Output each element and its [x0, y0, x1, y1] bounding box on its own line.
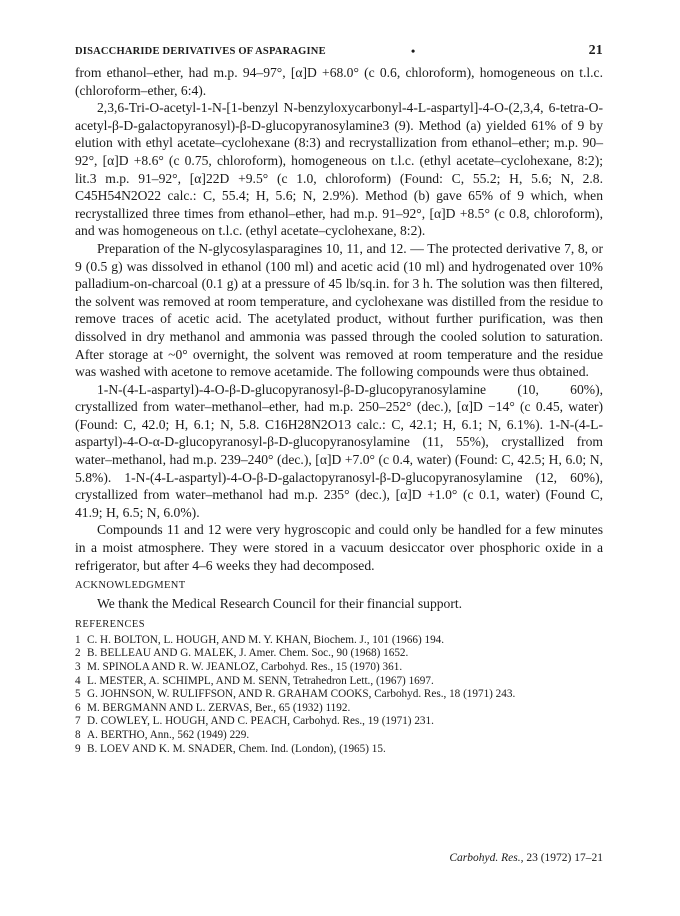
reference-item — [75, 647, 603, 661]
reference-item — [75, 688, 603, 702]
paragraph-3: Preparation of the N-glycosylasparagines 10, 11, and 12. — The protected derivative 7, 8, or 9 (0.5 g) was dissolved in ethanol (100 ml) and acetic acid (10 ml) and hydrogenated over 10% palladium-on-charcoal (0.1 g) at a pressure of 45 lb/sq.in. for 3 h. The solution was then filtered, the solvent was removed at room temperature, and cyclohexane was distilled from the residue to remove traces of acetic acid. The acetylated product, without further purification, was then dissolved in dry methanol and ammonia was passed through the cooled solution to saturation. After storage at ~0° overnight, the solvent was removed at room temperature and the residue was washed with acetone to remove acetamide. The following compounds were thus obtained. — [75, 240, 603, 380]
running-header — [75, 40, 603, 64]
reference-list — [75, 634, 603, 756]
reference-item — [75, 743, 603, 757]
reference-text: L. MESTER, A. SCHIMPL, AND M. SENN, Tetrahedron Lett., (1967) 1697. — [87, 674, 434, 687]
reference-text: G. JOHNSON, W. RULIFFSON, AND R. GRAHAM COOKS, Carbohyd. Res., 18 (1971) 243. — [87, 688, 516, 701]
reference-text: C. H. BOLTON, L. HOUGH, AND M. Y. KHAN, Biochem. J., 101 (1966) 194. — [87, 633, 445, 646]
reference-text: B. BELLEAU AND G. MALEK, J. Amer. Chem. Soc., 90 (1968) 1652. — [87, 647, 409, 660]
reference-number: 9 — [75, 742, 81, 755]
reference-item — [75, 715, 603, 729]
reference-item — [75, 729, 603, 743]
reference-text: B. LOEV AND K. M. SNADER, Chem. Ind. (London), (1965) 15. — [87, 742, 386, 755]
header-separator: • — [411, 44, 416, 58]
reference-number: 5 — [75, 688, 81, 701]
body-text — [75, 64, 603, 574]
acknowledgment-heading: ACKNOWLEDGMENT — [75, 580, 186, 592]
page-number: 21 — [588, 43, 603, 58]
footer-journal: Carbohyd. Res., — [449, 852, 524, 864]
reference-number: 7 — [75, 715, 81, 728]
reference-text: D. COWLEY, L. HOUGH, AND C. PEACH, Carbohyd. Res., 19 (1971) 231. — [87, 715, 434, 728]
paragraph-4: 1-N-(4-L-aspartyl)-4-O-β-D-glucopyranosyl-β-D-glucopyranosylamine (10, 60%), crystallized from water–methanol–ether, had m.p. 250–252° (dec.), [α]D −14° (c 0.45, water) (Found: C, 42.0; H, 6.1; N, 5.8. C16H28N2O13 calc.: C, 42.1; H, 6.1; N, 6.1%). 1-N-(4-L-aspartyl)-4-O-α-D-glucopyranosyl-β-D-glucopyranosylamine (11, 55%), crystallized from water–methanol, had m.p. 239–240° (dec.), [α]D +7.0° (c 0.4, water) (Found: C, 42.5; H, 6.0; N, 5.8%). 1-N-(4-L-aspartyl)-4-O-β-D-galactopyranosyl-β-D-glucopyranosylamine (12, 60%), crystallized from water–methanol had m.p. 235° (dec.), [α]D +1.0° (c 0.1, water) (Found C, 41.9; H, 6.5; N, 6.0%). — [75, 381, 603, 520]
references-heading: REFERENCES — [75, 618, 145, 630]
running-title: DISACCHARIDE DERIVATIVES OF ASPARAGINE — [75, 46, 326, 57]
journal-footer — [449, 852, 603, 864]
reference-number: 4 — [75, 674, 81, 687]
reference-number: 8 — [75, 728, 81, 741]
footer-citation: 23 (1972) 17–21 — [526, 852, 603, 864]
reference-item — [75, 661, 603, 675]
reference-number: 6 — [75, 701, 81, 714]
reference-text: M. SPINOLA AND R. W. JEANLOZ, Carbohyd. Res., 15 (1970) 361. — [87, 661, 403, 673]
paragraph-5: Compounds 11 and 12 were very hygroscopic and could only be handled for a few minutes in a moist atmosphere. They were stored in a vacuum desiccator over phosphoric oxide in a refrigerator, but after 4–6 weeks they had decomposed. — [75, 522, 603, 573]
reference-item — [75, 675, 603, 689]
reference-number: 3 — [75, 661, 81, 673]
reference-text: A. BERTHO, Ann., 562 (1949) 229. — [87, 728, 250, 741]
reference-text: M. BERGMANN AND L. ZERVAS, Ber., 65 (1932) 1192. — [87, 701, 351, 714]
acknowledgment-text: We thank the Medical Research Council for their financial support. — [97, 596, 463, 612]
reference-number: 1 — [75, 633, 81, 646]
paragraph-2: 2,3,6-Tri-O-acetyl-1-N-[1-benzyl N-benzyloxycarbonyl-4-L-aspartyl]-4-O-(2,3,4, 6-tetra-O-acetyl-β-D-galactopyranosyl)-β-D-glucopyranosylamine3 (9). Method (a) yielded 61% of 9 by elution with ethyl acetate–cyclohexane (8:3) and recrystallization from ethanol–ether; m.p. 90–92°, [α]D +8.6° (c 0.75, chloroform), homogeneous on t.l.c. (ethyl acetate–cyclohexane, 8:2); lit.3 m.p. 91–92°, [α]22D +9.5° (c 1.0, chloroform) (Found: C, 55.2; H, 5.6; N, 2.8. C45H54N2O22 calc.: C, 55.4; H, 5.6; N, 2.9%). Method (b) gave 65% of 9 which, when recrystallized three times from ethanol–ether, had m.p. 91–92°, [α]D +8.5° (c 0.8, chloroform), and was homogeneous on t.l.c. (ethyl acetate–cyclohexane, 8:2). — [75, 100, 603, 239]
reference-item — [75, 634, 603, 648]
page — [75, 40, 603, 756]
reference-item — [75, 702, 603, 716]
reference-number: 2 — [75, 647, 81, 660]
paragraph-1: from ethanol–ether, had m.p. 94–97°, [α]D +68.0° (c 0.6, chloroform), homogeneous on t.l.c. (chloroform–ether, 6:4). — [75, 65, 603, 98]
